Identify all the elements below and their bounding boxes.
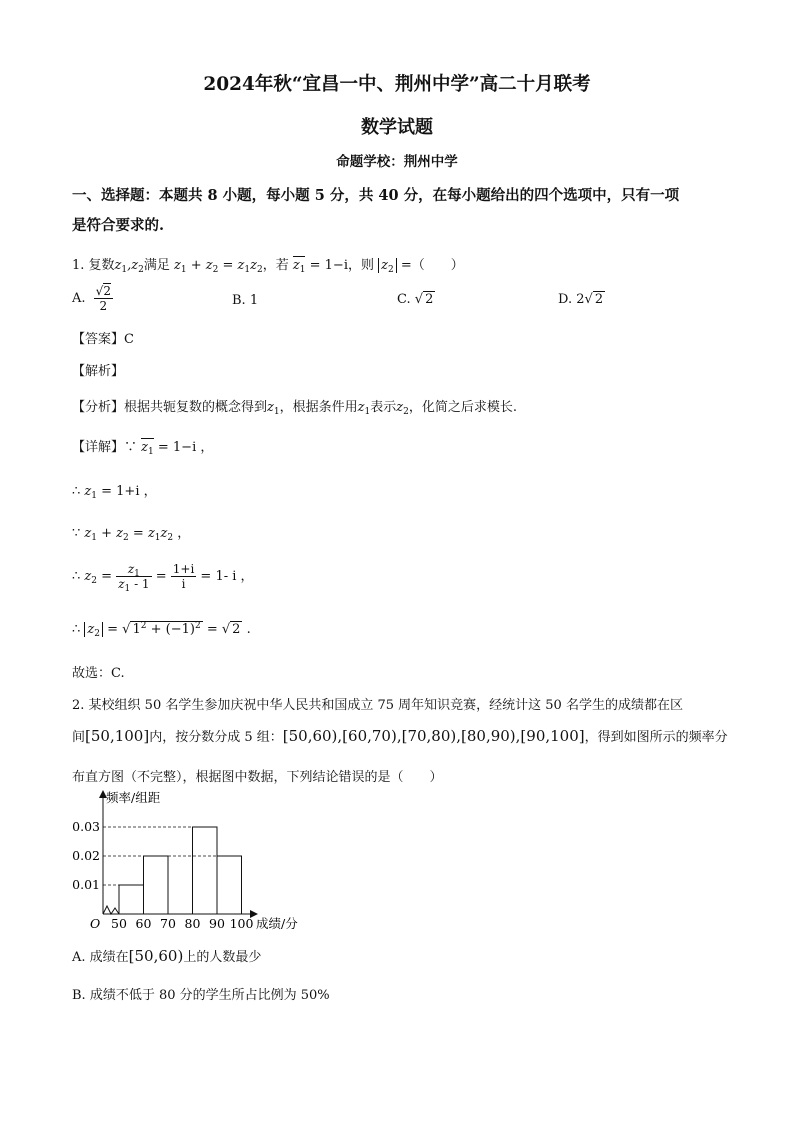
y-tick-label: 0.03 — [72, 819, 100, 834]
histogram-bar-2 — [144, 856, 169, 914]
author-school: 命题学校：荆州中学 — [336, 154, 458, 170]
q2-option-b: B. 成绩不低于 80 分的学生所占比例为 50% — [72, 988, 330, 1003]
question-2-line2: 间[50,100]内，按分数分成 5 组：[50,60),[60,70),[70,80),[80,90),[90,100]，得到如图所示的频率分 — [72, 727, 728, 745]
section-heading-line1: 一、选择题：本题共 8 小题，每小题 5 分，共 40 分，在每小题给出的四个选项中，只有一项 — [72, 187, 680, 204]
x-axis-label: 成绩/分 — [256, 916, 298, 931]
question-2-line1: 2. 某校组织 50 名学生参加庆祝中华人民共和国成立 75 周年知识竞赛，经统计这 50 名学生的成绩都在区 — [72, 698, 683, 713]
histogram-bar-1 — [119, 885, 144, 914]
option-a: A. $\frac{√2}{2}$ — [72, 284, 111, 313]
page-title: 2024年秋“宜昌一中、荆州中学”高二十月联考 — [203, 74, 591, 95]
analysis-tag: 【解析】 — [72, 364, 125, 379]
x-tick-label: 100 — [229, 916, 254, 931]
option-d: D. 2√ 2 — [558, 292, 604, 307]
q2-option-a: A. 成绩在[50,60)上的人数最少 — [72, 947, 262, 965]
detail-step-3: ∵ $z_1 + z_2 = z_1z_2$ ， — [72, 526, 191, 543]
axis-break — [103, 906, 119, 914]
frequency-histogram — [66, 788, 326, 936]
conclusion: 故选：C. — [72, 666, 125, 681]
histogram-bar-5 — [217, 856, 242, 914]
detail-step-1: 【详解】∵ $z_1 = 1-i$ ， — [72, 440, 214, 457]
analysis-summary: 【分析】根据共轭复数的概念得到$z_1$，根据条件用$z_1$表示$z_2$，化简之后求模长. — [72, 400, 517, 417]
question-2-line3: 布直方图（不完整），根据图中数据，下列结论错误的是（ ） — [72, 770, 443, 785]
y-axis-label: 频率/组距 — [106, 790, 161, 805]
question-1-stem: 1. 复数$z_1,z_2$满足 $z_1 + z_2 = z_1z_2$，若 $z_1 = 1-i$，则 $z_2$ =（ ） — [72, 258, 464, 275]
option-c: C. √ 2 — [397, 292, 434, 307]
answer-line: 【答案】C — [72, 332, 134, 347]
histogram-bar-4 — [193, 827, 218, 914]
x-tick-label: 80 — [184, 916, 201, 931]
section-heading-line2: 是符合要求的. — [72, 217, 165, 234]
page-subtitle: 数学试题 — [361, 117, 433, 138]
y-tick-label: 0.01 — [72, 877, 100, 892]
option-b: B. 1 — [232, 293, 259, 308]
detail-step-4: ∴ $z_2$ = $\frac{z_1}{z_1 - 1}$ = $\frac{1+i}{i}$ = 1- i ， — [72, 562, 254, 594]
x-tick-label: 90 — [209, 916, 225, 931]
detail-step-5: ∴ $z_2$ = √ $1^2 + (-1)^2$ = √ 2 . — [72, 621, 251, 639]
x-tick-label: 60 — [135, 916, 152, 931]
origin-label: O — [90, 916, 101, 931]
y-tick-label: 0.02 — [72, 848, 100, 863]
x-tick-label: 70 — [160, 916, 176, 931]
detail-step-2: ∴ $z_1 = 1+i$ ， — [72, 484, 157, 501]
x-tick-label: 50 — [111, 916, 127, 931]
